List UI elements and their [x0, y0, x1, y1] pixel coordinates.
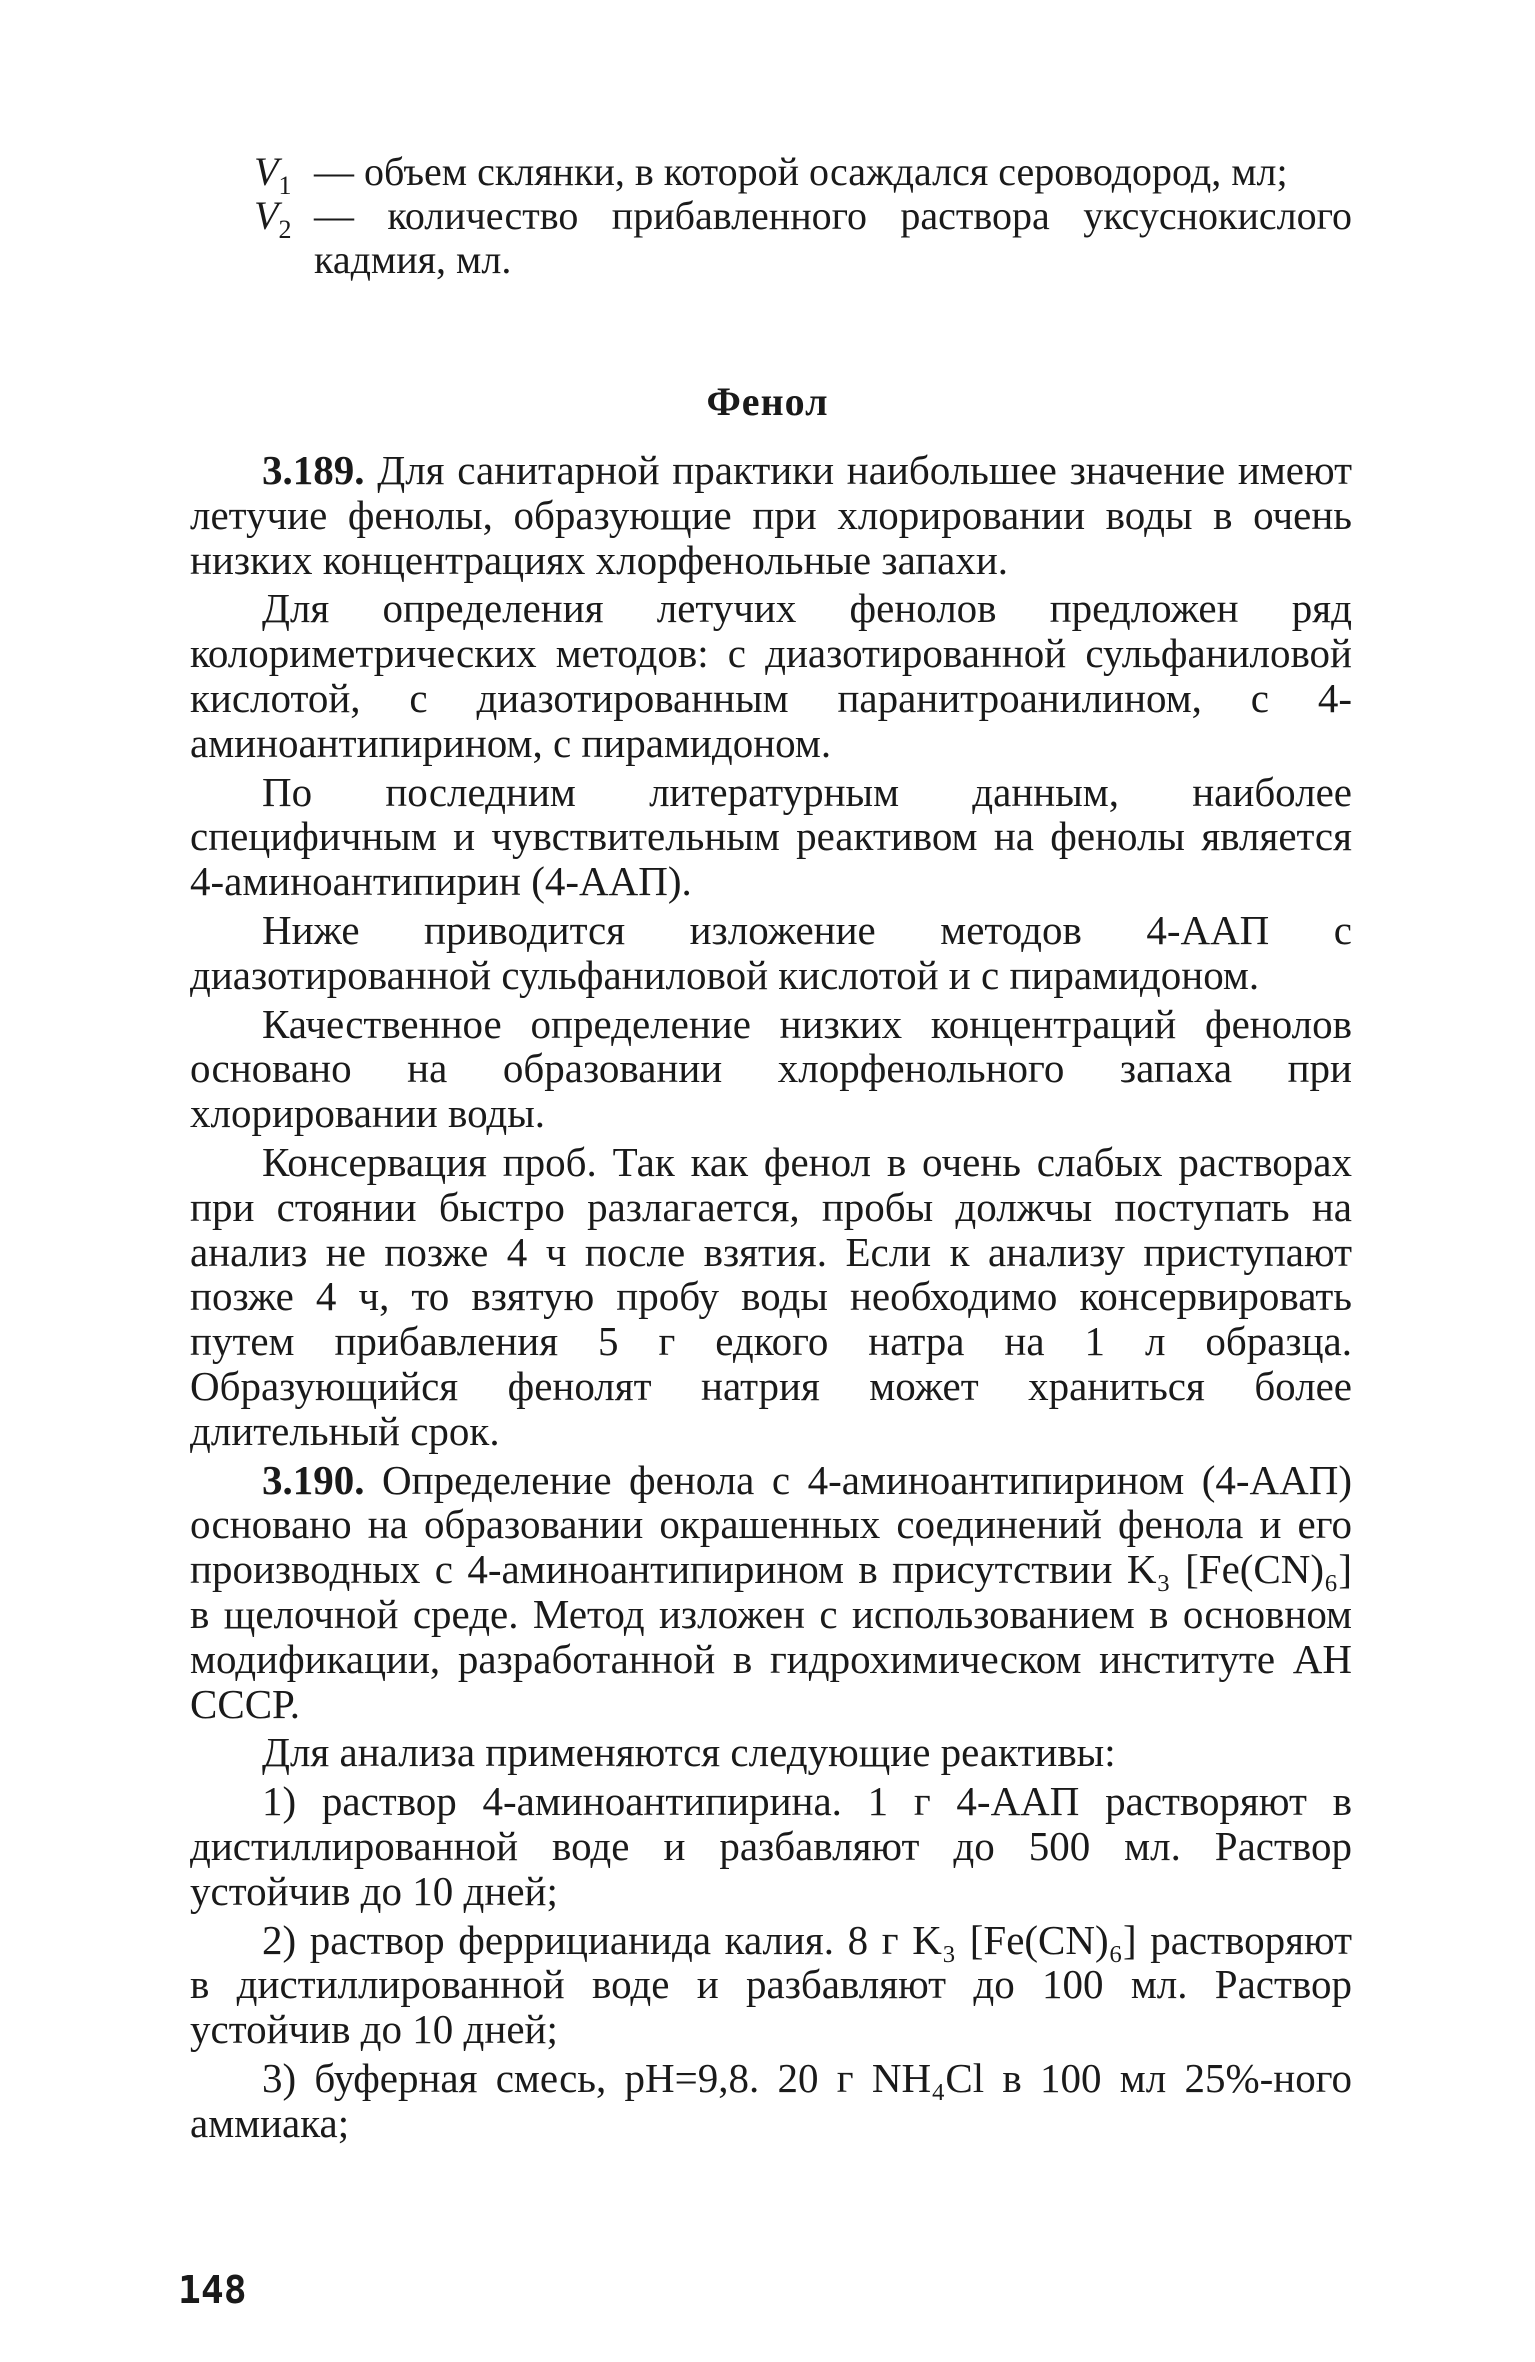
paragraph [190, 1140, 1352, 1454]
paragraph-number: 3.189. [262, 447, 365, 493]
paragraph-text: Определение фенола с 4-аминоантипирином (4-ААП) основано на образовании окрашенных соединений фенола и его производных с 4-аминоантипирином в присутствии K₃ [Fe(CN)₆] в щелочной среде. Метод изложен с использованием в основном модификации, разработанной в гидрохимическом институте АН СССР. [190, 1456, 1352, 1727]
definition-text: — объем склянки, в которой осаждался сероводород, мл; [314, 149, 1288, 194]
paragraph-text: Качественное определение низких концентраций фенолов основано на образовании хлорфенольного запаха при хлорировании воды. [190, 1000, 1352, 1137]
paragraph [190, 908, 1352, 998]
definition-v1 [254, 149, 1352, 200]
body-text [190, 448, 1352, 2149]
definition-symbol: $V_1$ [254, 149, 292, 200]
paragraph [190, 1458, 1352, 1727]
paragraph-text: 2) раствор феррицианида калия. 8 г K₃ [Fe(CN)₆] растворяют в дистиллированной воде и разбавляют до 100 мл. Раствор устойчив до 10 дней; [190, 1916, 1352, 2053]
definition-symbol: $V_2$ [254, 193, 292, 244]
variable-definitions [254, 149, 1352, 282]
definition-v2 [254, 193, 1352, 282]
paragraph [190, 586, 1352, 765]
definition-text: — количество прибавленного раствора уксуснокислого кадмия, мл. [314, 193, 1352, 282]
paragraph-text: Ниже приводится изложение методов 4-ААП с диазотированной сульфаниловой кислотой и с пирамидоном. [190, 906, 1352, 998]
section-heading: Фенол [706, 379, 829, 424]
page-number: 148 [178, 2268, 247, 2312]
list-item [190, 1779, 1352, 1913]
paragraph [190, 1002, 1352, 1136]
list-item [190, 1918, 1352, 2052]
paragraph-text: По последним литературным данным, наиболее специфичным и чувствительным реактивом на фенолы является 4-аминоантипирин (4-ААП). [190, 768, 1352, 905]
paragraph-text: 1) раствор 4-аминоантипирина. 1 г 4-ААП растворяют в дистиллированной воде и разбавляют до 500 мл. Раствор устойчив до 10 дней; [190, 1778, 1352, 1914]
paragraph [190, 1730, 1352, 1775]
paragraph-text: Консервация проб. Так как фенол в очень слабых растворах при стоянии быстро разлагается, пробы должчы поступать на анализ не позже 4 ч после взятия. Если к анализу приступают позже 4 ч, то взятую пробу воды необходимо консервировать путем прибавления 5 г едкого натра на 1 л образца. Образующийся фенолят натрия может храниться более длительный срок. [190, 1138, 1352, 1454]
paragraph [190, 448, 1352, 582]
paragraph-number: 3.190. [262, 1456, 365, 1503]
paragraph-text: Для определения летучих фенолов предложен ряд колориметрических методов: с диазотированной сульфаниловой кислотой, с диазотированным паранитроанилином, с 4-аминоантипирином, с пирамидоном. [190, 585, 1352, 766]
paragraph [190, 770, 1352, 904]
list-item [190, 2056, 1352, 2146]
paragraph-text: Для санитарной практики наибольшее значение имеют летучие фенолы, образующие при хлорировании воды в очень низких концентрациях хлорфенольные запахи. [190, 447, 1352, 583]
paragraph-text: Для анализа применяются следующие реактивы: [262, 1729, 1116, 1776]
paragraph-text: 3) буферная смесь, pH=9,8. 20 г NH₄Cl в 100 мл 25%-ного аммиака; [190, 2054, 1352, 2146]
